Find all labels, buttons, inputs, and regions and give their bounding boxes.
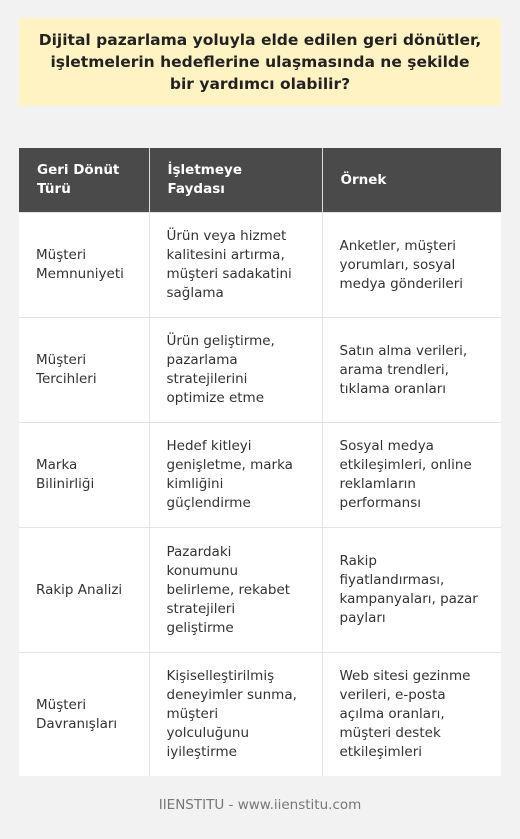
cell-example: Satın alma verileri, arama trendleri, tıklama oranları bbox=[322, 318, 501, 423]
header-example: Örnek bbox=[322, 148, 501, 213]
cell-example: Anketler, müşteri yorumları, sosyal medya gönderileri bbox=[322, 213, 501, 318]
cell-feedback-type: Müşteri Davranışları bbox=[19, 653, 149, 777]
cell-business-benefit: Kişiselleştirilmiş deneyimler sunma, müşteri yolculuğunu iyileştirme bbox=[149, 653, 322, 777]
cell-feedback-type: Müşteri Tercihleri bbox=[19, 318, 149, 423]
table-header-row bbox=[19, 148, 501, 213]
cell-example: Web sitesi gezinme verileri, e-posta açılma oranları, müşteri destek etkileşimleri bbox=[322, 653, 501, 777]
cell-example: Sosyal medya etkileşimleri, online reklamların performansı bbox=[322, 423, 501, 528]
page-title: Dijital pazarlama yoluyla elde edilen geri dönütler, işletmelerin hedeflerine ulaşmasında ne şekilde bir yardımcı olabilir? bbox=[38, 31, 482, 93]
cell-example: Rakip fiyatlandırması, kampanyaları, pazar payları bbox=[322, 528, 501, 653]
cell-feedback-type: Rakip Analizi bbox=[19, 528, 149, 653]
cell-feedback-type: Marka Bilinirliği bbox=[19, 423, 149, 528]
cell-business-benefit: Hedef kitleyi genişletme, marka kimliğini güçlendirme bbox=[149, 423, 322, 528]
table-row bbox=[19, 528, 501, 653]
table-row bbox=[19, 318, 501, 423]
table-row bbox=[19, 653, 501, 777]
header-feedback-type: Geri Dönüt Türü bbox=[19, 148, 149, 213]
cell-business-benefit: Pazardaki konumunu belirleme, rekabet stratejileri geliştirme bbox=[149, 528, 322, 653]
table-row bbox=[19, 423, 501, 528]
footer-credit: IIENSTITU - www.iienstitu.com bbox=[158, 797, 362, 813]
table-row bbox=[19, 213, 501, 318]
cell-business-benefit: Ürün veya hizmet kalitesini artırma, müşteri sadakatini sağlama bbox=[149, 213, 322, 318]
cell-feedback-type: Müşteri Memnuniyeti bbox=[19, 213, 149, 318]
feedback-table bbox=[19, 148, 501, 776]
header-business-benefit: İşletmeye Faydası bbox=[149, 148, 322, 213]
title-box bbox=[19, 18, 501, 106]
cell-business-benefit: Ürün geliştirme, pazarlama stratejilerini optimize etme bbox=[149, 318, 322, 423]
